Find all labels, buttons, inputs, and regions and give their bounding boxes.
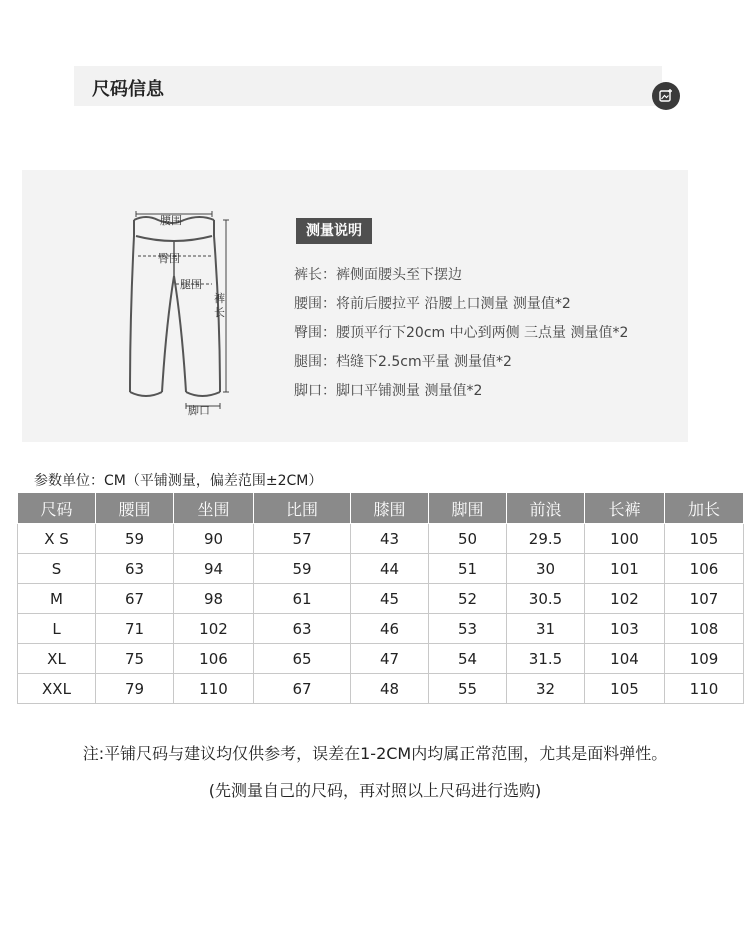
unit-note: 参数单位：CM（平铺测量，偏差范围±2CM） (34, 473, 323, 489)
header-waist: 腰围 (96, 493, 174, 524)
table-cell: XL (18, 644, 96, 674)
table-cell: 30.5 (507, 584, 585, 614)
table-cell: 71 (96, 614, 174, 644)
table-cell: 52 (429, 584, 507, 614)
table-cell: 106 (665, 554, 744, 584)
table-cell: 107 (665, 584, 744, 614)
table-cell: 79 (96, 674, 174, 704)
header-size: 尺码 (18, 493, 96, 524)
table-cell: 51 (429, 554, 507, 584)
header-ankle: 脚围 (429, 493, 507, 524)
table-cell: 50 (429, 524, 507, 554)
table-cell: 63 (96, 554, 174, 584)
table-cell: XXL (18, 674, 96, 704)
table-cell: 31.5 (507, 644, 585, 674)
hem-label: 脚口 (188, 404, 210, 417)
table-cell: 106 (174, 644, 254, 674)
table-cell: 109 (665, 644, 744, 674)
table-row (18, 554, 744, 584)
table-cell: 30 (507, 554, 585, 584)
table-cell: 48 (351, 674, 429, 704)
waist-label: 腰围 (160, 214, 182, 227)
table-cell: 104 (585, 644, 665, 674)
table-cell: 54 (429, 644, 507, 674)
length-label-a: 裤 (214, 292, 225, 305)
table-cell: 75 (96, 644, 174, 674)
thigh-label: 腿围 (180, 278, 202, 291)
table-cell: M (18, 584, 96, 614)
table-cell: 65 (254, 644, 351, 674)
table-cell: 102 (585, 584, 665, 614)
size-table (17, 492, 744, 704)
table-cell: 63 (254, 614, 351, 644)
table-row (18, 614, 744, 644)
measure-line-thigh: 腿围：档缝下2.5cm平量 测量值*2 (294, 354, 512, 370)
header-front-rise: 前浪 (507, 493, 585, 524)
hip-label: 臀围 (158, 252, 180, 265)
table-cell: 57 (254, 524, 351, 554)
header-long: 长裤 (585, 493, 665, 524)
table-cell: 110 (665, 674, 744, 704)
image-share-icon (658, 88, 674, 104)
measure-line-waist: 腰围：将前后腰拉平 沿腰上口测量 测量值*2 (294, 296, 571, 312)
measure-advice-note: (先测量自己的尺码，再对照以上尺码进行选购) (208, 781, 542, 800)
table-row (18, 644, 744, 674)
table-cell: 43 (351, 524, 429, 554)
table-header-row (18, 493, 744, 524)
header-knee: 膝围 (351, 493, 429, 524)
table-cell: 67 (96, 584, 174, 614)
table-cell: 32 (507, 674, 585, 704)
measure-line-hem: 脚口：脚口平铺测量 测量值*2 (294, 383, 483, 399)
table-cell: 45 (351, 584, 429, 614)
table-cell: 94 (174, 554, 254, 584)
table-row (18, 584, 744, 614)
table-cell: 47 (351, 644, 429, 674)
length-label-b: 长 (214, 306, 225, 319)
table-cell: 105 (585, 674, 665, 704)
table-cell: 102 (174, 614, 254, 644)
table-cell: L (18, 614, 96, 644)
table-cell: 55 (429, 674, 507, 704)
table-cell: 103 (585, 614, 665, 644)
measure-heading: 测量说明 (296, 218, 372, 244)
table-row (18, 674, 744, 704)
header-extra-long: 加长 (665, 493, 744, 524)
table-cell: 59 (254, 554, 351, 584)
table-cell: 59 (96, 524, 174, 554)
table-cell: S (18, 554, 96, 584)
table-cell: 44 (351, 554, 429, 584)
table-cell: 67 (254, 674, 351, 704)
table-cell: 90 (174, 524, 254, 554)
table-cell: 29.5 (507, 524, 585, 554)
table-cell: 53 (429, 614, 507, 644)
table-cell: 98 (174, 584, 254, 614)
table-row (18, 524, 744, 554)
header-seat: 坐围 (174, 493, 254, 524)
table-cell: 110 (174, 674, 254, 704)
share-button[interactable] (652, 82, 680, 110)
table-cell: 31 (507, 614, 585, 644)
section-title: 尺码信息 (92, 79, 164, 100)
table-cell: 61 (254, 584, 351, 614)
disclaimer-note: 注:平铺尺码与建议均仅供参考，误差在1-2CM内均属正常范围，尤其是面料弹性。 (82, 744, 668, 763)
measurement-diagram-panel (22, 170, 688, 442)
measure-line-hip: 臀围：腰顶平行下20cm 中心到两侧 三点量 测量值*2 (294, 325, 629, 341)
table-cell: 46 (351, 614, 429, 644)
table-cell: 108 (665, 614, 744, 644)
table-cell: 100 (585, 524, 665, 554)
header-ratio: 比围 (254, 493, 351, 524)
table-cell: X S (18, 524, 96, 554)
section-header (74, 66, 662, 106)
table-cell: 101 (585, 554, 665, 584)
table-cell: 105 (665, 524, 744, 554)
measure-line-length: 裤长：裤侧面腰头至下摆边 (294, 267, 462, 283)
